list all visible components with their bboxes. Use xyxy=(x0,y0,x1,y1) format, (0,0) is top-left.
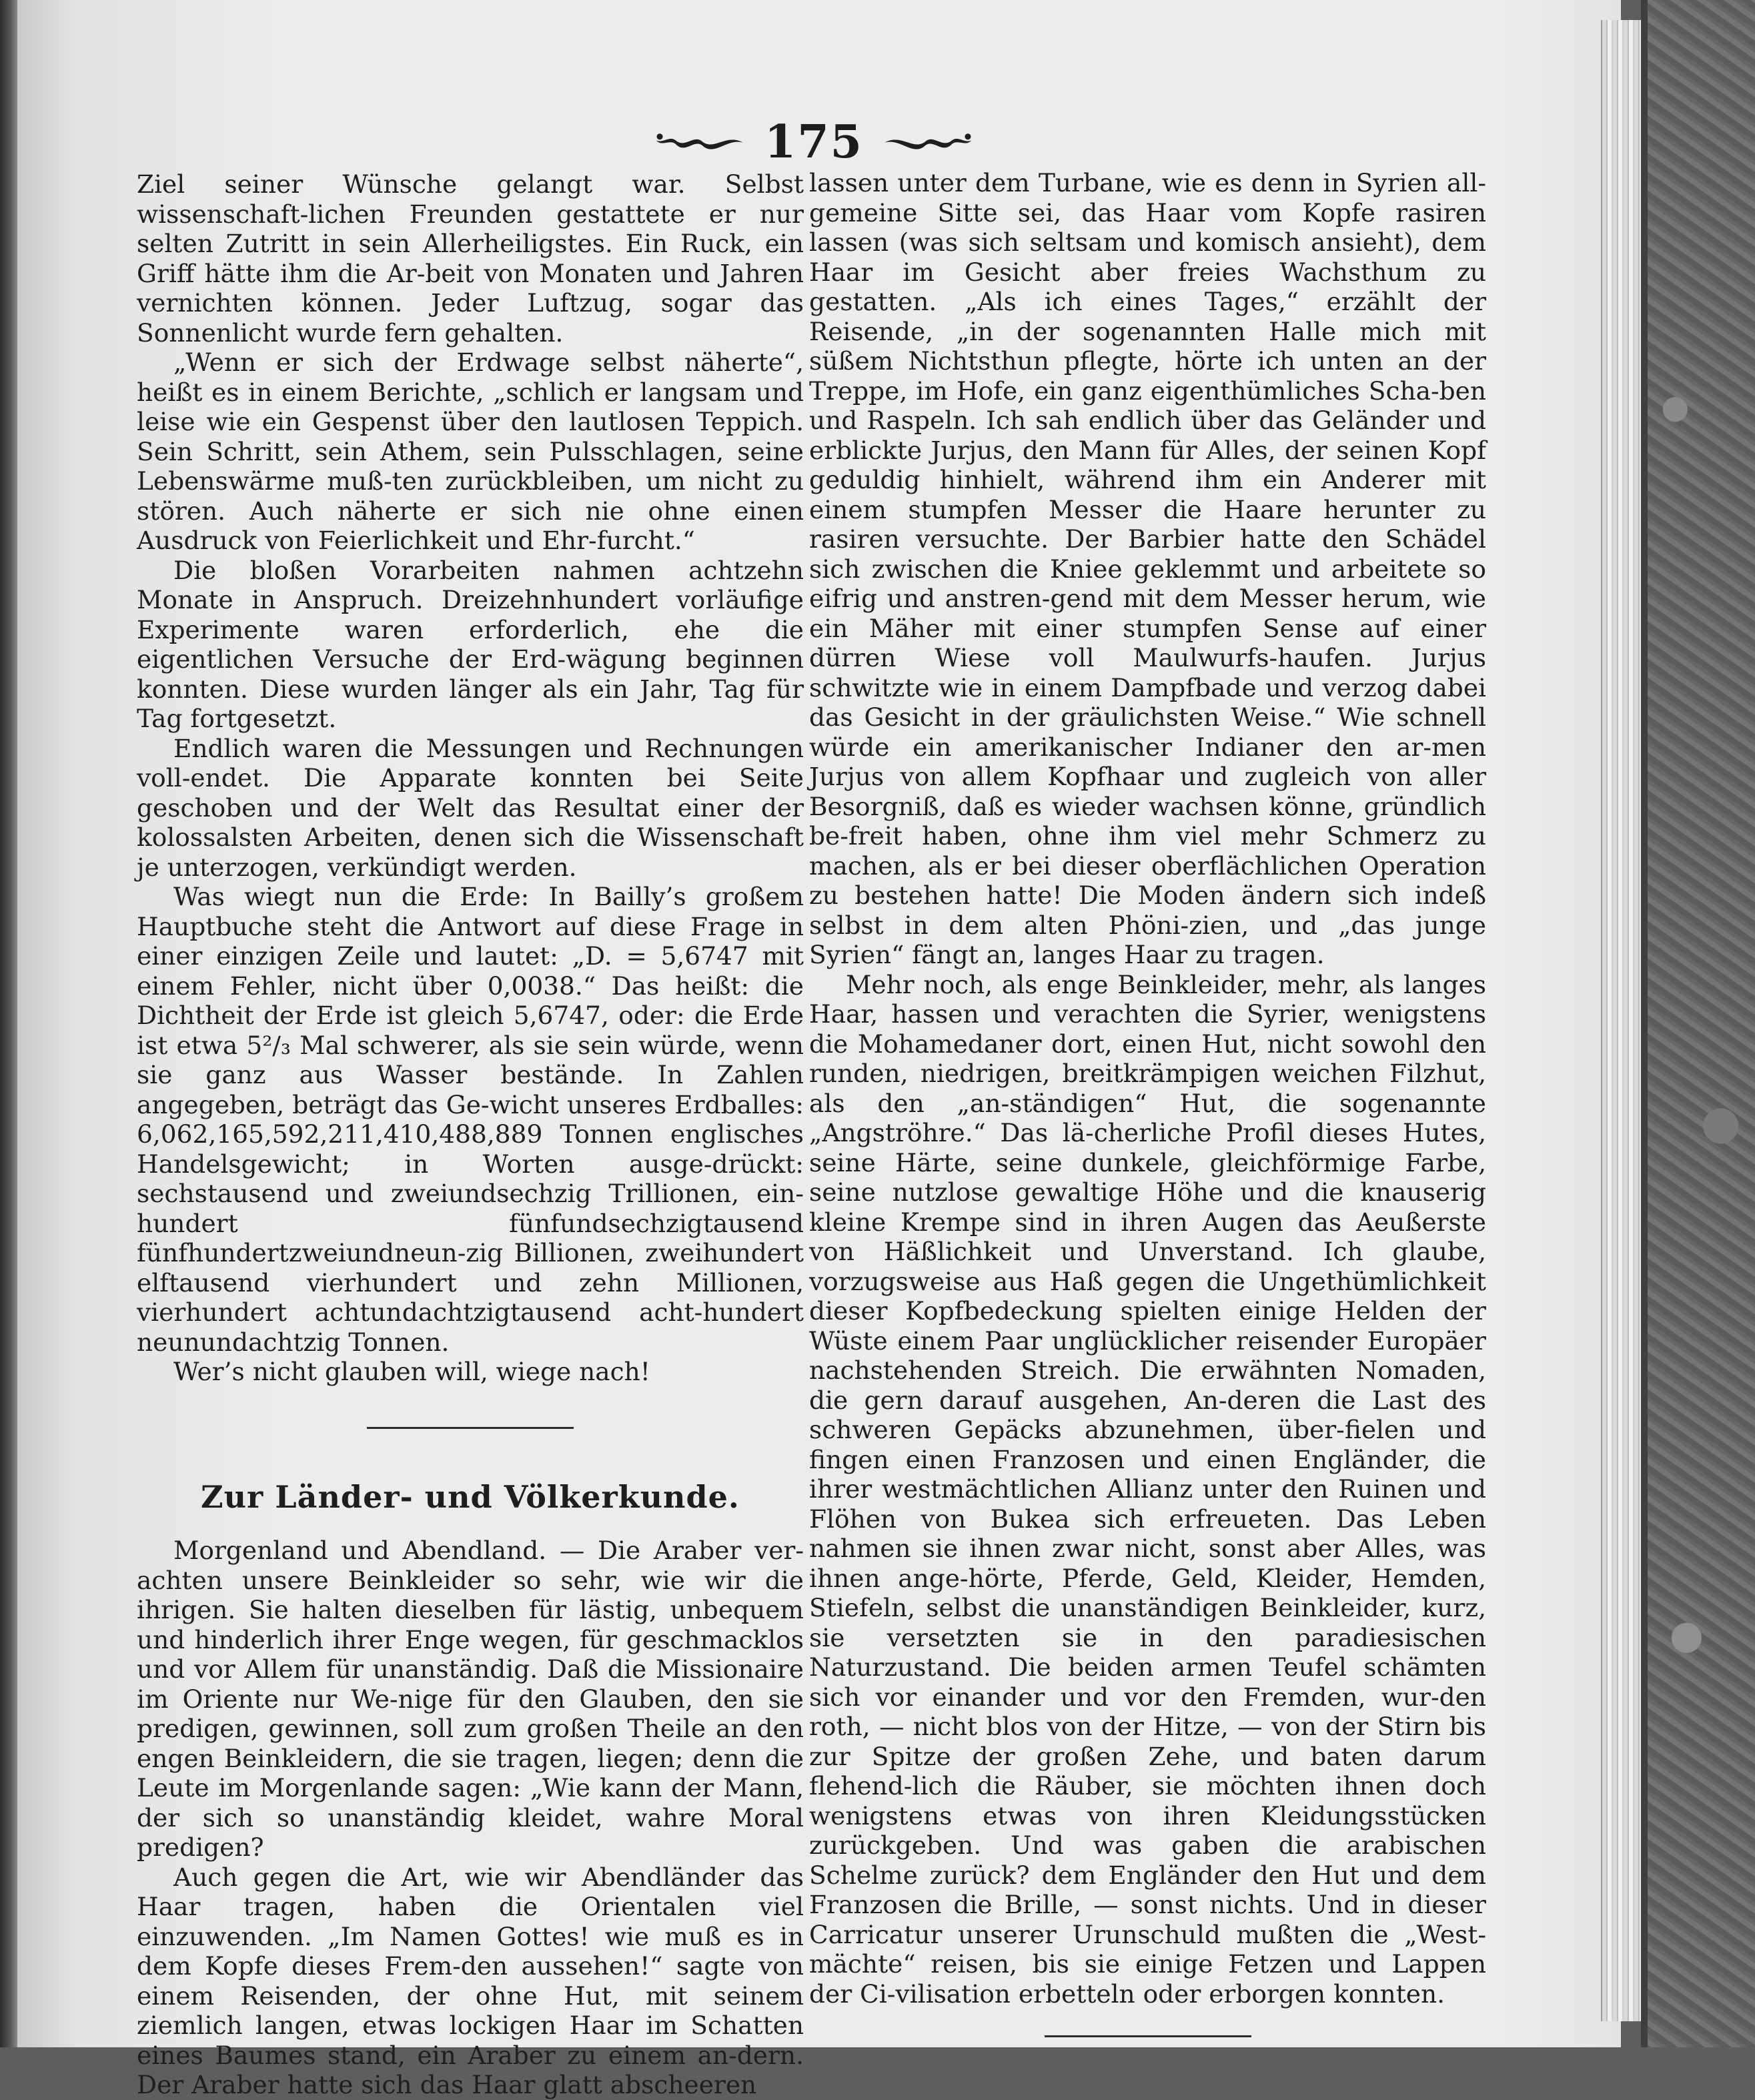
paragraph-erdwage-2: „Wenn er sich der Erdwage selbst näherte“, heißt es in einem Berichte, „schlich er langsam und leise wie ein Gespenst über den lautlosen Teppich. Sein Schritt, sein Athem, sein Pulsschlagen, seine Lebenswärme muß-ten zurückbleiben, um nicht zu stören. Auch näherte er sich nie ohne einen Ausdruck von Feierlichkeit und Ehr-furcht.“ xyxy=(137,348,804,555)
paragraph-erdwage-5: Was wiegt nun die Erde: In Bailly’s großem Hauptbuche steht die Antwort auf diese Frage in einer einzigen Zeile und lautet: „D. = 5,6747 mit einem Fehler, nicht über 0,0038.“ Das heißt: die Dichtheit der Erde ist gleich 5,6747, oder: die Erde ist etwa 5²/₃ Mal schwerer, als sie sein würde, wenn sie ganz aus Wasser bestände. In Zahlen angegeben, beträgt das Ge-wicht unseres Erdballes: 6,062,165,592,211,410,488,889 Tonnen englisches Handelsgewicht; in Worten ausge-drückt: sechstausend und zweiundsechzig Trillionen, ein-hundert fünfundsechzigtausend fünfhundertzweiundneun-zig Billionen, zweihundert elftausend vierhundert und zehn Millionen, vierhundert achtundachtzigtausend acht-hundert neunundachtzig Tonnen. xyxy=(137,882,804,1357)
page-header xyxy=(654,112,974,172)
section-divider xyxy=(367,1427,574,1429)
right-column xyxy=(809,168,1486,2037)
closing-line: Wer’s nicht glauben will, wiege nach! xyxy=(173,1357,650,1386)
right-ornament-icon xyxy=(883,125,974,159)
paragraph-syrien-1: lassen unter dem Turbane, wie es denn in Syrien all-gemeine Sitte sei, das Haar vom Kopfe rasiren lassen (was sich seltsam und komisch ansieht), dem Haar im Gesicht aber freies Wachsthum zu gestatten. „Als ich eines Tages,“ erzählt der Reisende, „in der sogenannten Halle mich mit süßem Nichtsthun pflegte, hörte ich unten an der Treppe, im Hofe, ein ganz eigenthümliches Scha-ben und Raspeln. Ich sah endlich über das Geländer und erblickte Jurjus, den Mann für Alles, der seinen Kopf geduldig hinhielt, während ihm ein Anderer mit einem stumpfen Messer die Haare herunter zu rasiren versuchte. Der Barbier hatte den Schädel sich zwischen die Kniee geklemmt und arbeitete so eifrig und anstren-gend mit dem Messer herum, wie ein Mäher mit einer stumpfen Sense auf einer dürren Wiese voll Maulwurfs-haufen. Jurjus schwitzte wie in einem Dampfbade und verzog dabei das Gesicht in der gräulichsten Weise.“ Wie schnell würde ein amerikanischer Indianer den ar-men Jurjus von allem Kopfhaar und zugleich von aller Besorgniß, daß es wieder wachsen könne, gründlich be-freit haben, ohne ihm viel mehr Schmerz zu machen, als er bei dieser oberflächlichen Operation zu bestehen hatte! Die Moden ändern sich indeß selbst in dem alten Phöni-zien, und „das junge Syrien“ fängt an, langes Haar zu tragen. xyxy=(809,168,1486,969)
page-number: 175 xyxy=(764,115,863,169)
section-title: Zur Länder- und Völkerkunde. xyxy=(201,1478,740,1515)
paragraph-erdwage-4: Endlich waren die Messungen und Rechnungen voll-endet. Die Apparate konnten bei Seite geschoben und der Welt das Resultat einer der kolossalsten Arbeiten, denen sich die Wissenschaft je unterzogen, verkündigt werden. xyxy=(137,733,804,882)
paragraph-erdwage-3: Die bloßen Vorarbeiten nahmen achtzehn Monate in Anspruch. Dreizehnhundert vorläufige Experimente waren erforderlich, ehe die eigentlichen Versuche der Erd-wägung beginnen konnten. Diese wurden länger als ein Jahr, Tag für Tag fortgesetzt. xyxy=(137,555,804,733)
paragraph-morgenland-1: Morgenland und Abendland. — Die Araber ver-achten unsere Beinkleider so sehr, wie wir die ihrigen. Sie halten dieselben für lästig, unbequem und hinderlich ihrer Enge wegen, für geschmacklos und vor Allem für unanständig. Daß die Missionaire im Oriente nur We-nige für den Glauben, den sie predigen, gewinnen, soll zum großen Theile an den engen Beinkleidern, die sie tragen, liegen; denn die Leute im Morgenlande sagen: „Wie kann der Mann, der sich so unanständig kleidet, wahre Moral predigen? xyxy=(137,1536,804,1862)
paragraph-morgenland-2: Auch gegen die Art, wie wir Abendländer das Haar tragen, haben die Orientalen viel einzuwenden. „Im Namen Gottes! wie muß es in dem Kopfe dieses Frem-den aussehen!“ sagte von einem Reisenden, der ohne Hut, mit seinem ziemlich langen, etwas lockigen Haar im Schatten eines Baumes stand, ein Araber zu einem an-dern. Der Araber hatte sich das Haar glatt abscheeren xyxy=(137,1862,804,2099)
cover-edge xyxy=(1641,0,1648,2047)
marbled-cover xyxy=(1641,0,1755,2047)
paragraph-erdwage-1: Ziel seiner Wünsche gelangt war. Selbst wissenschaft-lichen Freunden gestattete er nur selten Zutritt in sein Allerheiligstes. Ein Ruck, ein Griff hätte ihm die Ar-beit von Monaten und Jahren vernichten können. Jeder Luftzug, sogar das Sonnenlicht wurde fern gehalten. xyxy=(137,169,804,348)
page-edges xyxy=(1601,20,1642,2021)
left-column xyxy=(137,169,804,2100)
book-binding xyxy=(0,0,17,2047)
left-ornament-icon xyxy=(654,125,744,159)
paragraph-syrien-2: Mehr noch, als enge Beinkleider, mehr, als langes Haar, hassen und verachten die Syrier, wenigstens die Mohamedaner dort, einen Hut, nicht sowohl den runden, niedrigen, breitkrämpigen weichen Filzhut, als den „an-ständigen“ Hut, die sogenannte „Angströhre.“ Das lä-cherliche Profil dieses Hutes, seine Härte, seine dunkele, gleichförmige Farbe, seine nutzlose gewaltige Höhe und die knauserig kleine Krempe sind in ihren Augen das Aeußerste von Häßlichkeit und Unverstand. Ich glaube, vorzugsweise aus Haß gegen die Ungethümlichkeit dieser Kopfbedeckung spielten einige Helden der Wüste einem Paar unglücklicher reisender Europäer nachstehenden Streich. Die erwähnten Nomaden, die gern darauf ausgehen, An-deren die Last des schweren Gepäcks abzunehmen, über-fielen und fingen einen Franzosen und einen Engländer, die ihrer westmächtlichen Allianz unter den Ruinen und Flöhen von Bukea sich erfreueten. Das Leben nahmen sie ihnen zwar nicht, sonst aber Alles, was ihnen ange-hörte, Pferde, Geld, Kleider, Hemden, Stiefeln, selbst die unanständigen Beinkleider, kurz, sie versetzten sie in den paradiesischen Naturzustand. Die beiden armen Teufel schämten sich vor einander und vor den Fremden, wur-den roth, — nicht blos von der Hitze, — von der Stirn bis zur Spitze der großen Zehe, und baten darum flehend-lich die Räuber, sie möchten ihnen doch wenigstens etwas von ihren Kleidungsstücken zurückgeben. Und was gaben die arabischen Schelme zurück? dem Engländer den Hut und dem Franzosen die Brille, — sonst nichts. Und in dieser Carricatur unserer Urunschuld mußten die „West-mächte“ reisen, bis sie einige Fetzen und Lappen der Ci-vilisation erbetteln oder erborgen konnten. xyxy=(809,969,1486,2009)
end-divider xyxy=(1045,2035,1251,2037)
